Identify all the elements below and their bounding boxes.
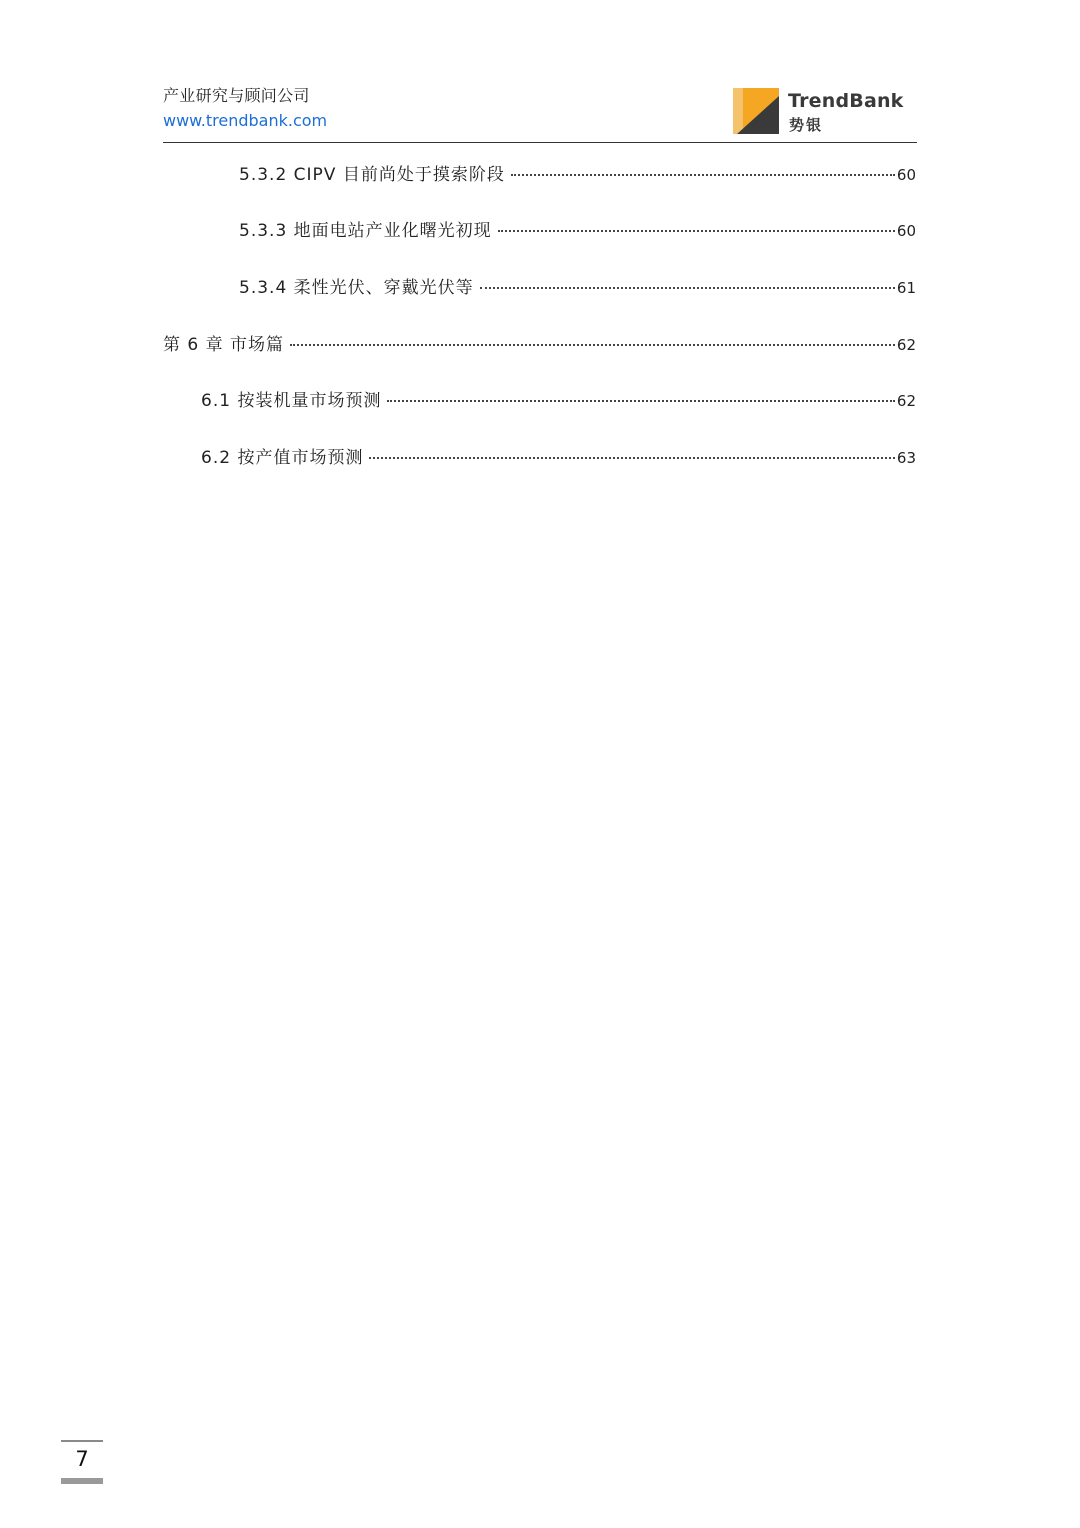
toc-entry-page: 62 [896,392,916,410]
trendbank-logo-icon [733,88,779,134]
toc-leader-dots [369,457,894,459]
logo-text-cn: 势银 [789,116,824,134]
toc-leader-dots [290,344,895,346]
toc-entry[interactable] [239,273,916,297]
footer-divider [61,1440,103,1442]
toc-entry-label: 5.3.4 柔性光伏、穿戴光伏等 [239,278,474,298]
toc-entry-label: 5.3.2 CIPV 目前尚处于摸索阶段 [239,165,505,185]
toc-entry-label: 6.1 按装机量市场预测 [201,391,382,411]
logo-text-en: TrendBank [788,90,904,112]
page-header [163,80,917,143]
toc-entry[interactable] [239,216,916,240]
toc-entry-page: 62 [896,336,916,354]
toc-leader-dots [480,287,895,289]
toc-leader-dots [498,230,895,232]
trendbank-logo [733,86,913,136]
toc-leader-dots [511,174,895,176]
toc-entry[interactable] [163,330,916,354]
footer-bar [61,1478,103,1484]
toc-entry[interactable] [239,160,916,184]
website-link[interactable]: www.trendbank.com [163,111,328,130]
toc-entry-label: 6.2 按产值市场预测 [201,448,364,468]
toc-leader-dots [387,400,894,402]
toc-entry[interactable] [201,443,916,467]
page-number: 7 [75,1447,89,1471]
toc-entry[interactable] [201,386,916,410]
company-tagline: 产业研究与顾问公司 [163,86,310,105]
toc-entry-page: 63 [896,449,916,467]
toc-entry-page: 60 [896,166,916,184]
toc-entry-page: 60 [896,222,916,240]
page-footer [61,1440,103,1485]
toc-entry-page: 61 [896,279,916,297]
toc-entry-label: 5.3.3 地面电站产业化曙光初现 [239,221,492,241]
toc-entry-label: 第 6 章 市场篇 [163,335,285,355]
